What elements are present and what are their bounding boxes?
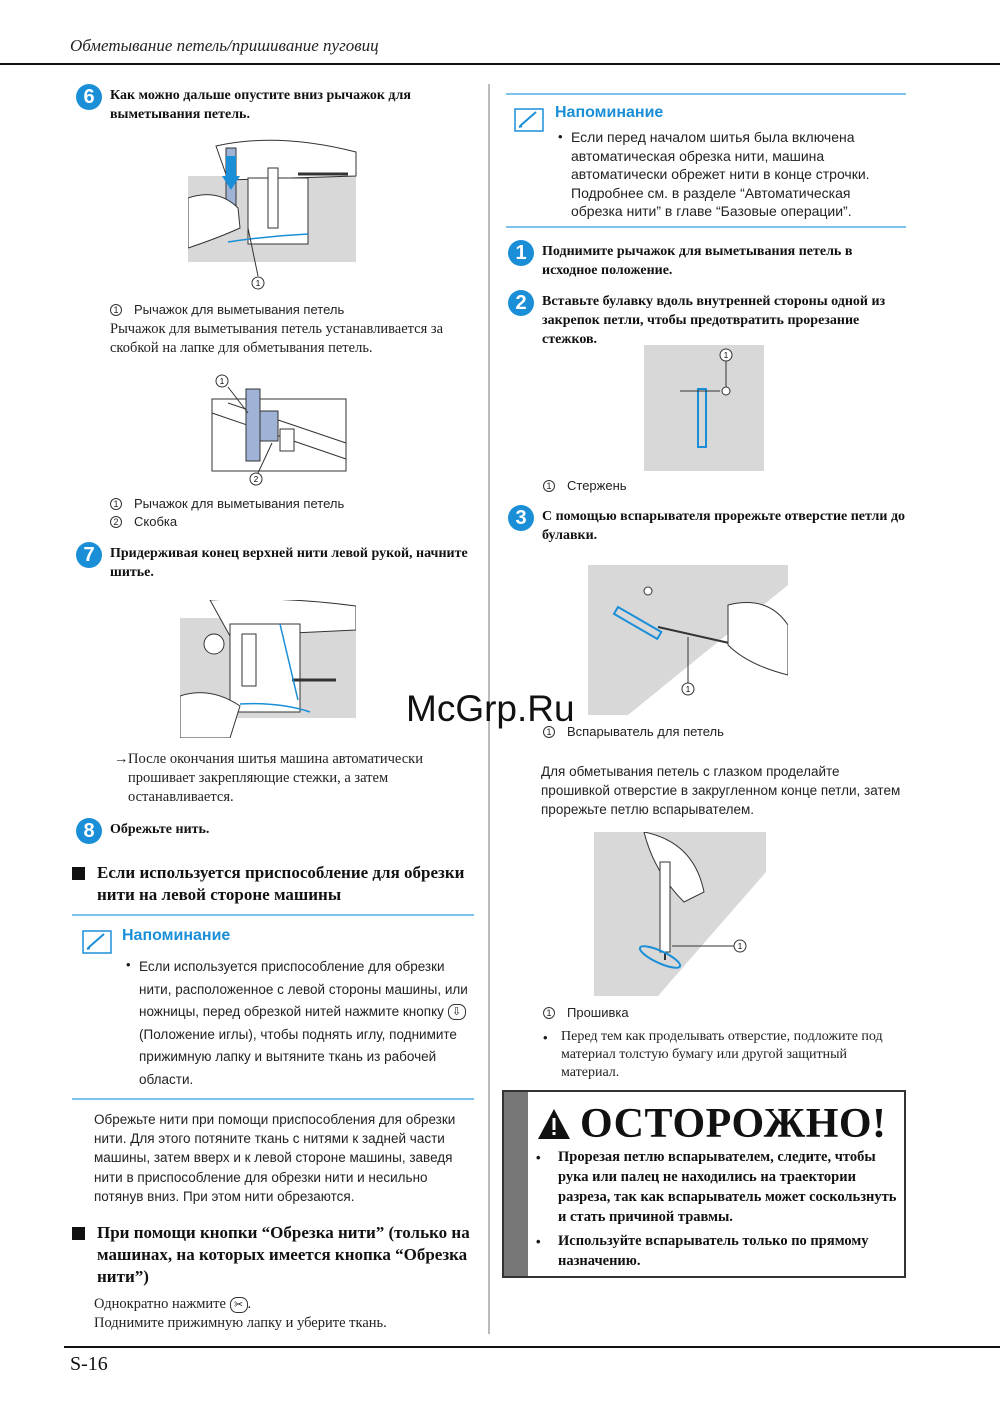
- caption-text: Рычажок для выметывания петель: [134, 496, 345, 511]
- step-text: Вставьте булавку вдоль внутренней стороны одной из закрепок петли, чтобы предотвратить прорезание стежков.: [542, 294, 886, 347]
- step-number: 1: [508, 240, 534, 266]
- caption-text: Вспарыватель для петель: [567, 724, 724, 739]
- step-7: [76, 544, 476, 582]
- step-1: [508, 242, 908, 280]
- footer-rule: [64, 1346, 1000, 1348]
- step-number: 7: [76, 542, 102, 568]
- section-title: Если используется приспособление для обрезки нити на левой стороне машины: [97, 863, 465, 904]
- square-bullet-icon: [72, 867, 85, 880]
- memo-title: Напоминание: [122, 927, 231, 944]
- step-text: Обрежьте нить.: [110, 822, 210, 837]
- section-heading: [72, 1222, 472, 1288]
- step-number: 2: [508, 290, 534, 316]
- watermark-text: McGrp.Ru: [406, 688, 575, 729]
- memo-title: Напоминание: [555, 104, 664, 121]
- memo-bullet-text: Если используется приспособление для обрезки нити, расположенное с левой стороны машины, или ножницы, перед обрезкой нитей нажмите кнопку: [139, 959, 468, 1019]
- paragraph: Обрежьте нити при помощи приспособления для обрезки нити. Для этого потяните ткань с нитями к задней части машины, затем вверх и к левой стороне машины, заведя нити в приспособление для обрезки нити и несильно потянув вниз. При этом нити обрезаются.: [94, 1112, 456, 1204]
- awl-illustration: [594, 832, 766, 996]
- svg-text:1: 1: [219, 377, 225, 386]
- warning-triangle-icon: [536, 1107, 572, 1141]
- step-text: Как можно дальше опустите вниз рычажок для выметывания петель.: [110, 88, 411, 122]
- lever-bracket-illustration: [208, 373, 348, 487]
- memo-bullet: [139, 956, 469, 1091]
- header-rule: [0, 63, 1000, 65]
- step-number: 8: [76, 818, 102, 844]
- pin-insertion-illustration: [644, 345, 764, 471]
- section-title: При помощи кнопки “Обрезка нити” (только на машинах, на которых имеется кнопка “Обрезка нити”): [97, 1223, 470, 1286]
- step-text: С помощью вспарывателя прорежьте отверстие петли до булавки.: [542, 509, 906, 543]
- memo-top-rule: [506, 93, 906, 95]
- paragraph: Для обметывания петель с глазком проделайте прошивкой отверстие в закругленном конце петли, затем прорежьте петлю вспарывателем.: [541, 764, 901, 817]
- page-header-title: Обметывание петель/пришивание пуговиц: [70, 36, 379, 55]
- caption-text: Рычажок для выметывания петель: [134, 302, 345, 317]
- callout-number: 2: [110, 516, 122, 528]
- warning-box: [502, 1090, 906, 1278]
- bullet-dot: •: [558, 129, 563, 144]
- memo-bullet: Если перед началом шитья была включена автоматическая обрезка нити, машина автоматически обрежет нити в конце строчки. Подробнее см. в разделе “Автоматическая обрезка нити” в главе “Базовые операции”.: [571, 129, 870, 219]
- memo-bottom-rule: [506, 226, 906, 228]
- step-6: [76, 86, 476, 124]
- paragraph: Однократно нажмите ✂ .: [94, 1296, 252, 1312]
- callout-number: 1: [543, 480, 555, 492]
- step-3: [508, 507, 908, 545]
- step-8: [76, 820, 476, 844]
- callout-number: 1: [543, 726, 555, 738]
- bullet-dot: •: [543, 1030, 548, 1045]
- lower-lever-illustration: [188, 138, 358, 290]
- figure-caption: [539, 478, 627, 493]
- memo-bullet-text-cont: (Положение иглы), чтобы поднять иглу, поднимите прижимную лапку и вытяните ткань из рабочей области.: [139, 1026, 457, 1087]
- square-bullet-icon: [72, 1227, 85, 1240]
- thread-cutter-button-icon: ✂: [230, 1297, 248, 1313]
- note-text: Перед тем как проделывать отверстие, подложите под материал толстую бумагу или другой защитный материал.: [561, 1029, 883, 1080]
- step-number: 3: [508, 505, 534, 531]
- bullet-dot: •: [536, 1150, 541, 1165]
- memo-note-icon: [514, 106, 546, 134]
- caption-text: Скобка: [134, 514, 178, 529]
- warning-item: Используйте вспарыватель только по прямому назначению.: [558, 1233, 869, 1269]
- figure-caption: [106, 496, 344, 511]
- figure-caption: [539, 1005, 629, 1020]
- step-text: Поднимите рычажок для выметывания петель в исходное положение.: [542, 244, 853, 278]
- step-text: Придерживая конец верхней нити левой рукой, начните шитье.: [110, 546, 468, 580]
- svg-text:1: 1: [723, 351, 729, 360]
- caption-text: Прошивка: [567, 1005, 629, 1020]
- bullet-dot: •: [126, 957, 131, 972]
- bullet-dot: •: [536, 1234, 541, 1249]
- svg-text:1: 1: [737, 942, 743, 951]
- step-number: 6: [76, 84, 102, 110]
- memo-top-rule: [72, 914, 474, 916]
- warning-title: [536, 1100, 887, 1148]
- page-number: S-16: [70, 1353, 108, 1375]
- seam-ripper-illustration: [588, 565, 788, 715]
- figure-caption: [106, 514, 177, 529]
- paragraph: Рычажок для выметывания петель устанавливается за скобкой на лапке для обметывания петель.: [110, 321, 444, 356]
- caption-text: Стержень: [567, 478, 627, 493]
- memo-note-icon: [82, 928, 114, 956]
- svg-text:1: 1: [255, 279, 261, 288]
- arrow-icon: →: [114, 751, 129, 767]
- callout-number: 1: [110, 498, 122, 510]
- memo-bottom-rule: [72, 1098, 474, 1100]
- svg-text:1: 1: [685, 685, 691, 694]
- start-sewing-illustration: [180, 600, 356, 738]
- needle-position-button-icon: ⇩: [448, 1004, 466, 1020]
- paragraph: Поднимите прижимную лапку и уберите ткань.: [94, 1315, 387, 1331]
- paragraph-text: Однократно нажмите: [94, 1296, 226, 1312]
- figure-caption: [106, 302, 344, 317]
- callout-number: 1: [543, 1007, 555, 1019]
- svg-text:2: 2: [253, 475, 259, 484]
- section-heading: [72, 862, 472, 906]
- warning-title-text: ОСТОРОЖНО!: [580, 1101, 887, 1147]
- warning-item: Прорезая петлю вспарывателем, следите, чтобы рука или палец не находились на траектории разреза, так как вспарыватель может соскользнуть и стать причиной травмы.: [558, 1149, 897, 1225]
- step-2: [508, 292, 908, 349]
- warning-side-bar: [504, 1092, 528, 1276]
- result-note: После окончания шитья машина автоматически прошивает закрепляющие стежки, а затем останавливается.: [128, 751, 423, 805]
- callout-number: 1: [110, 304, 122, 316]
